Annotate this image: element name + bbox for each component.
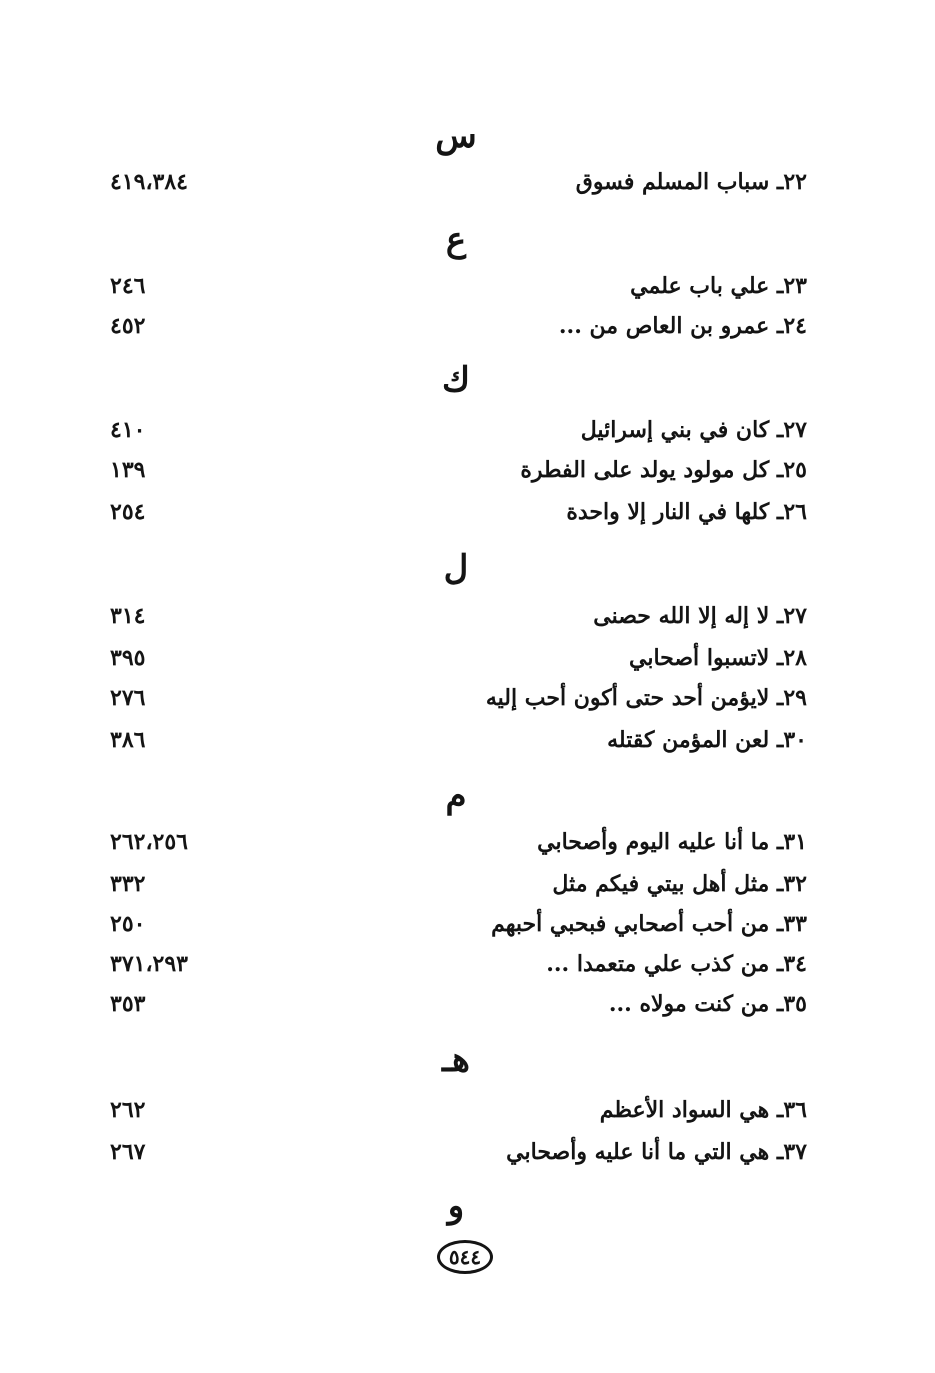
- section-letter: ع: [445, 220, 467, 260]
- index-entry: [0, 1092, 935, 1128]
- index-entry: [0, 268, 935, 304]
- section-letter: هـ: [442, 1040, 470, 1080]
- index-entry: [0, 722, 935, 758]
- index-entry: [0, 640, 935, 676]
- entry-pages: ٢٥٠: [110, 911, 146, 937]
- entry-pages: ٢٥٤: [110, 499, 146, 525]
- entry-text: ٣١ـ ما أنا عليه اليوم وأصحابي: [537, 829, 807, 855]
- index-entry: [0, 308, 935, 344]
- index-entry: [0, 906, 935, 942]
- entry-pages: ٣٨٦: [110, 727, 146, 753]
- entry-pages: ٢٦٢: [110, 1097, 146, 1123]
- entry-text: ٢٧ـ لا إله إلا الله حصنى: [593, 603, 807, 629]
- entry-text: ٢٨ـ لاتسبوا أصحابي: [629, 645, 807, 671]
- index-entry: [0, 824, 935, 860]
- entry-text: ٢٢ـ سباب المسلم فسوق: [575, 169, 807, 195]
- page-number: ٥٤٤: [437, 1240, 493, 1274]
- index-entry: [0, 164, 935, 200]
- index-entry: [0, 412, 935, 448]
- entry-text: ٣٥ـ من كنت مولاه ...: [608, 991, 807, 1017]
- entry-pages: ٢٧٦: [110, 685, 146, 711]
- entry-pages: ٤١٩،٣٨٤: [110, 169, 188, 195]
- entry-pages: ٣١٤: [110, 603, 146, 629]
- entry-text: ٢٦ـ كلها في النار إلا واحدة: [566, 499, 807, 525]
- entry-text: ٣٢ـ مثل أهل بيتي فيكم مثل: [552, 871, 807, 897]
- entry-text: ٢٩ـ لايؤمن أحد حتى أكون أحب إليه: [485, 685, 807, 711]
- section-letter: ك: [441, 360, 471, 400]
- index-entry: [0, 866, 935, 902]
- entry-pages: ٣٩٥: [110, 645, 146, 671]
- entry-pages: ١٣٩: [110, 457, 146, 483]
- entry-pages: ٤٥٢: [110, 313, 146, 339]
- entry-text: ٢٧ـ كان في بني إسرائيل: [580, 417, 807, 443]
- index-entry: [0, 494, 935, 530]
- entry-pages: ٢٦٢،٢٥٦: [110, 829, 188, 855]
- entry-text: ٣٣ـ من أحب أصحابي فبحبي أحبهم: [491, 911, 807, 937]
- entry-pages: ٣٥٣: [110, 991, 146, 1017]
- section-letter: ل: [443, 548, 469, 588]
- entry-text: ٣٠ـ لعن المؤمن كقتله: [607, 727, 807, 753]
- entry-pages: ٢٦٧: [110, 1139, 146, 1165]
- index-entry: [0, 1134, 935, 1170]
- index-entry: [0, 598, 935, 634]
- entry-pages: ٤١٠: [110, 417, 146, 443]
- index-entry: [0, 452, 935, 488]
- entry-pages: ٢٤٦: [110, 273, 146, 299]
- section-letter: م: [445, 776, 467, 816]
- entry-pages: ٣٣٢: [110, 871, 146, 897]
- index-entry: [0, 946, 935, 982]
- entry-text: ٣٧ـ هي التي ما أنا عليه وأصحابي: [506, 1139, 807, 1165]
- section-letter: و: [447, 1186, 465, 1226]
- entry-text: ٣٦ـ هي السواد الأعظم: [599, 1097, 807, 1123]
- entry-pages: ٣٧١،٢٩٣: [110, 951, 188, 977]
- index-entry: [0, 986, 935, 1022]
- entry-text: ٢٣ـ علي باب علمي: [630, 273, 807, 299]
- entry-text: ٣٤ـ من كذب علي متعمدا ...: [546, 951, 807, 977]
- index-entry: [0, 680, 935, 716]
- section-letter: س: [435, 116, 477, 156]
- entry-text: ٢٥ـ كل مولود يولد على الفطرة: [520, 457, 807, 483]
- entry-text: ٢٤ـ عمرو بن العاص من ...: [558, 313, 807, 339]
